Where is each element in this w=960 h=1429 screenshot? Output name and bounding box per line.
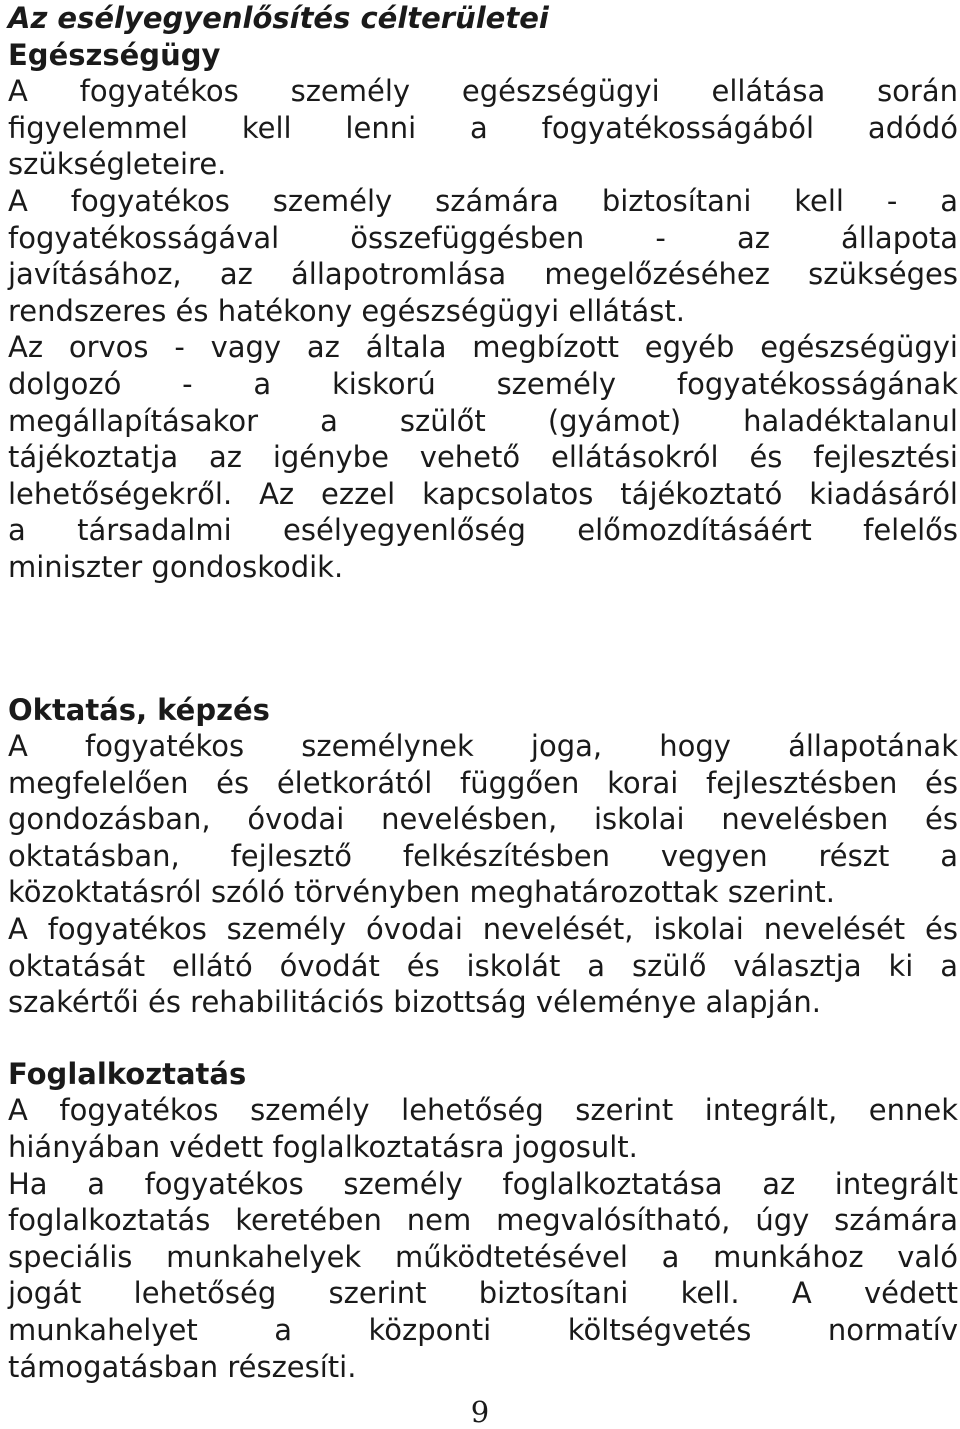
paragraph-line: oktatásban, fejlesztő felkészítésben vegyen részt a: [8, 838, 958, 873]
paragraph-line: foglalkoztatás keretében nem megvalósítható, úgy számára: [8, 1203, 958, 1238]
paragraph-line: speciális munkahelyek működtetésével a munkához való: [8, 1239, 958, 1274]
paragraph-line: Ha a fogyatékos személy foglalkoztatása az integrált: [8, 1166, 958, 1201]
paragraph-line: lehetőségekről. Az ezzel kapcsolatos tájékoztató kiadásáról: [8, 476, 958, 511]
paragraph-line: A fogyatékos személy egészségügyi ellátása során: [8, 74, 958, 109]
paragraph-line: oktatását ellátó óvodát és iskolát a szülő választja ki a: [8, 948, 958, 983]
paragraph-line: közoktatásról szóló törvényben meghatározottak szerint.: [8, 875, 835, 910]
section-heading-education: Oktatás, képzés: [8, 692, 270, 727]
paragraph-line: szakértői és rehabilitációs bizottság véleménye alapján.: [8, 985, 821, 1020]
paragraph-line: A fogyatékos személy számára biztosítani kell - a: [8, 183, 958, 218]
section-heading-employment: Foglalkoztatás: [8, 1056, 247, 1091]
document-title: Az esélyegyenlősítés célterületei: [8, 1, 549, 35]
paragraph-line: figyelemmel kell lenni a fogyatékosságából adódó: [8, 110, 958, 145]
paragraph-line: rendszeres és hatékony egészségügyi ellátást.: [8, 293, 685, 328]
section-spacer: [8, 586, 958, 692]
paragraph-line: fogyatékosságával összefüggésben - az állapota: [8, 220, 958, 255]
section-employment: [8, 1056, 958, 1385]
paragraph-line: gondozásban, óvodai nevelésben, iskolai nevelésben és: [8, 802, 958, 837]
paragraph-line: javításához, az állapotromlása megelőzéséhez szükséges: [8, 257, 958, 292]
paragraph-line: jogát lehetőség szerint biztosítani kell. A védett: [8, 1276, 958, 1311]
section-education: [8, 692, 958, 1021]
section-spacer: [8, 1021, 958, 1056]
paragraph-line: A fogyatékos személy lehetőség szerint integrált, ennek: [8, 1093, 958, 1128]
paragraph-line: támogatásban részesíti.: [8, 1349, 357, 1384]
page-number: 9: [470, 1395, 490, 1429]
paragraph-line: A fogyatékos személynek joga, hogy állapotának: [8, 729, 958, 764]
paragraph-line: megfelelően és életkorától függően korai fejlesztésben és: [8, 765, 958, 800]
paragraph-line: munkahelyet a központi költségvetés normatív: [8, 1313, 958, 1347]
paragraph-line: A fogyatékos személy óvodai nevelését, iskolai nevelését és: [8, 912, 958, 947]
document-body: [8, 0, 958, 1385]
paragraph-line: megállapításakor a szülőt (gyámot) haladéktalanul: [8, 403, 958, 438]
section-heading-health: Egészségügy: [8, 37, 221, 72]
paragraph-line: Az orvos - vagy az általa megbízott egyéb egészségügyi: [8, 330, 958, 365]
section-health: [8, 37, 958, 586]
paragraph-line: a társadalmi esélyegyenlőség előmozdításáért felelős: [8, 513, 958, 548]
paragraph-line: tájékoztatja az igénybe vehető ellátásokról és fejlesztési: [8, 440, 958, 475]
paragraph-line: szükségleteire.: [8, 147, 227, 182]
paragraph-line: dolgozó - a kiskorú személy fogyatékosságának: [8, 366, 958, 401]
paragraph-line: miniszter gondoskodik.: [8, 549, 344, 584]
paragraph-line: hiányában védett foglalkoztatásra jogosult.: [8, 1130, 638, 1165]
